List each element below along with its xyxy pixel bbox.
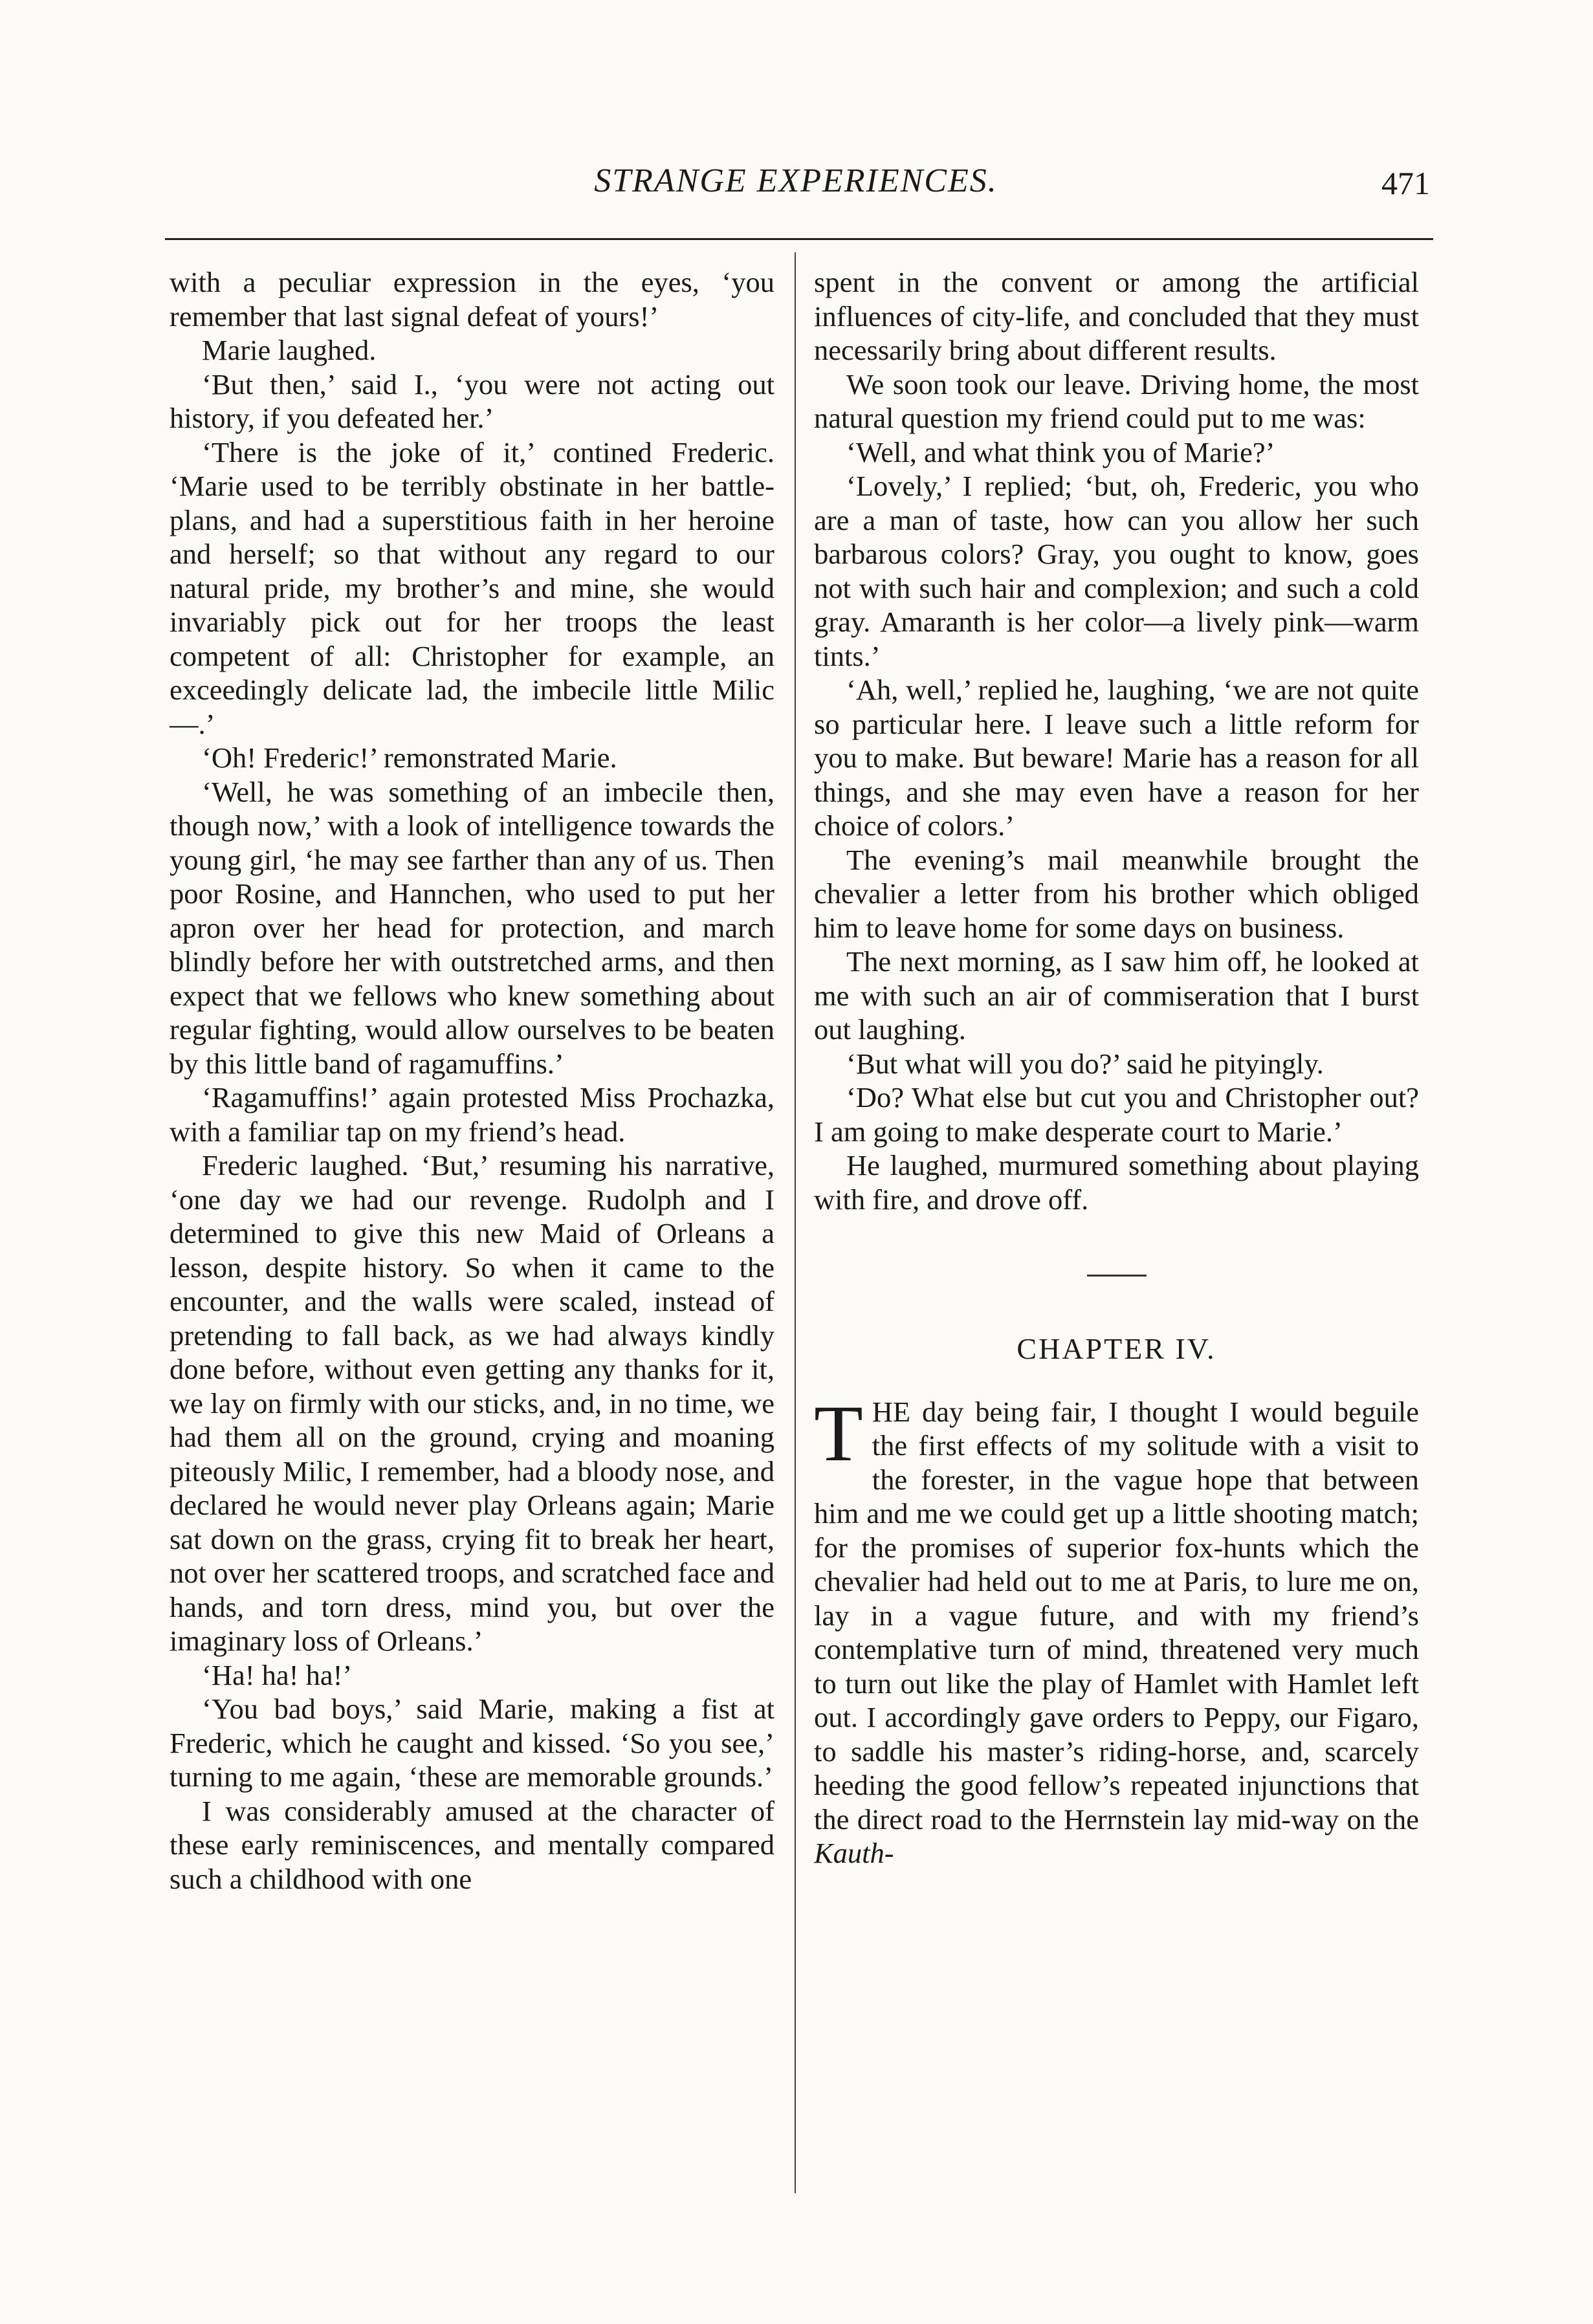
paragraph: Frederic laughed. ‘But,’ resuming his narrative, ‘one day we had our revenge. Rudolph and I determined to give this new Maid of Orleans a lesson, despite history. So when it came to the encounter, and the walls were scaled, instead of pretending to fall back, as we had always kindly done before, without even getting any thanks for it, we lay on firmly with our sticks, and, in no time, we had them all on the ground, crying and moaning piteously Milic, I remember, had a bloody nose, and declared he would never play Orleans again; Marie sat down on the grass, crying fit to break her heart, not over her scattered troops, and scratched face and hands, and torn dress, mind you, but over the imaginary loss of Orleans.’ (170, 1149, 775, 1657)
paragraph: The next morning, as I saw him off, he looked at me with such an air of commiseration that I burst out laughing. (814, 945, 1419, 1046)
paragraph: ‘You bad boys,’ said Marie, making a fist at Frederic, which he caught and kissed. ‘So you see,’ turning to me again, ‘these are memorable grounds.’ (170, 1693, 775, 1793)
paragraph: ‘Ha! ha! ha!’ (202, 1658, 353, 1691)
paragraph: Marie laughed. (202, 334, 377, 366)
paragraph: ‘Ah, well,’ replied he, laughing, ‘we are not quite so particular here. I leave such a little reform for you to make. But beware! Marie has a reason for all things, and she may even have a reason for her choice of colors.’ (814, 674, 1419, 842)
section-divider (1087, 1275, 1147, 1277)
paragraph: ‘Lovely,’ I replied; ‘but, oh, Frederic, you who are a man of taste, how can you allow her such barbarous colors? Gray, you ought to know, goes not with such hair and complexion; and such a cold gray. Amaranth is her color—a lively pink—warm tints.’ (814, 470, 1419, 672)
paragraph: I was considerably amused at the character of these early reminiscences, and mentally compared such a childhood with one (170, 1794, 775, 1895)
header-rule (165, 238, 1433, 240)
left-column (170, 265, 775, 1896)
paragraph: ‘Oh! Frederic!’ remonstrated Marie. (202, 741, 617, 774)
paragraph: The evening’s mail meanwhile brought the chevalier a letter from his brother which obliged him to leave home for some days on business. (814, 843, 1419, 944)
running-title: STRANGE EXPERIENCES. (594, 162, 998, 199)
chapter-opening-paragraph (814, 1388, 1419, 1870)
chapter-opening-italic: Kauth- (814, 1837, 894, 1869)
paragraph: ‘Ragamuffins!’ again protested Miss Prochazka, with a familiar tap on my friend’s head. (170, 1081, 775, 1148)
paragraph: with a peculiar expression in the eyes, ‘you remember that last signal defeat of yours!’ (170, 266, 775, 333)
paragraph: ‘Well, he was something of an imbecile then, though now,’ with a look of intelligence towards the young girl, ‘he may see farther than any of us. Then poor Rosine, and Hannchen, who used to put her apron over her head for protection, and march blindly before her with outstretched arms, and then expect that we fellows who knew something about regular fighting, would allow ourselves to be beaten by this little band of ragamuffins.’ (170, 775, 775, 1080)
paragraph: ‘There is the joke of it,’ contined Frederic. ‘Marie used to be terribly obstinate in her battle-plans, and had a superstitious faith in her heroine and herself; so that without any regard to our natural pride, my brother’s and mine, she would invariably pick out for her troops the least competent of all: Christopher for example, an exceedingly delicate lad, the imbecile little Milic—.’ (170, 435, 775, 740)
chapter-opening-text: HE day being fair, I thought I would beguile the first effects of my solitude with a visit to the forester, in the vague hope that between him and me we could get up a little shooting match; for the promises of superior fox-hunts which the chevalier had held out to me at Paris, to lure me on, lay in a vague future, and with my friend’s contemplative turn of mind, threatened very much to turn out like the play of Hamlet with Hamlet left out. I accordingly gave orders to Peppy, our Figaro, to saddle his master’s riding-horse, and, scarcely heeding the good fellow’s repeated injunctions that the direct road to the Herrnstein lay mid-way on the (814, 1395, 1419, 1836)
page-number: 471 (1381, 165, 1430, 201)
paragraph: ‘But what will you do?’ said he pityingly. (846, 1047, 1324, 1080)
right-column (814, 265, 1419, 1870)
paragraph: We soon took our leave. Driving home, the most natural question my friend could put to me was: (814, 367, 1419, 434)
paragraph: He laughed, murmured something about playing with fire, and drove off. (814, 1149, 1419, 1216)
column-divider (795, 252, 796, 2193)
paragraph: ‘Well, and what think you of Marie?’ (846, 435, 1275, 468)
paragraph: ‘But then,’ said I., ‘you were not acting out history, if you defeated her.’ (170, 367, 775, 434)
paragraph: ‘Do? What else but cut you and Christopher out? I am going to make desperate court to Marie.’ (814, 1081, 1419, 1148)
drop-cap: T (814, 1388, 863, 1478)
paragraph: spent in the convent or among the artificial influences of city-life, and concluded that they must necessarily bring about different results. (814, 266, 1419, 366)
chapter-heading: CHAPTER IV. (1016, 1332, 1216, 1365)
page-header (162, 162, 1430, 214)
